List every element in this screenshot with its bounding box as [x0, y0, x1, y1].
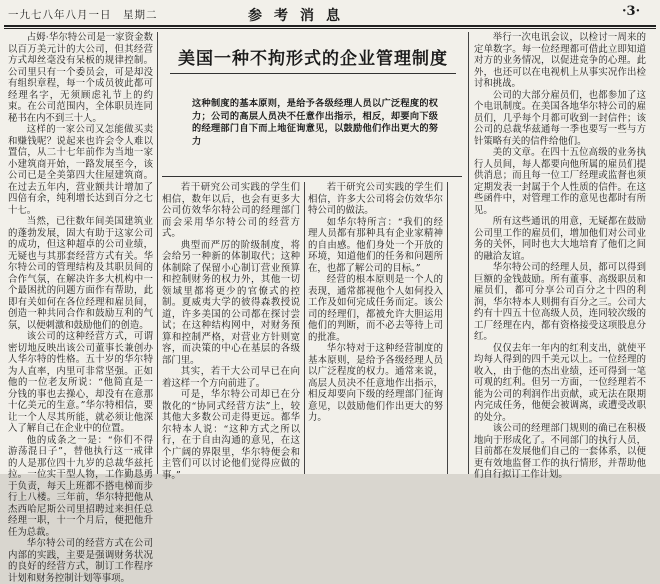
paragraph: 仅仅去年一年内的红利支出，就使平均每人得到的四千美元以上。一位经理的收入，由于他的杰出业绩，还可得到一笔可观的红利。但另一方面，一位经理若不能为公司的利润作出贡献，或无法在限期内完成任务，他便会被调离，或遭受改职的处分。 — [474, 342, 646, 423]
paragraph: 所有这些通讯的用意，无疑都在鼓励公司里工作的雇员们，增加他们对公司业务的关怀，同时也大大地培育了他们之间的融洽友谊。 — [474, 216, 646, 262]
paragraph: 他的成条之一是：“你们不得游荡混日子”，替他执行这一戒律的人是那位四十九岁的总裁华兹托拉。一位实干型人物，工作勤恳勇于负责，每天上班都不搭电梯而步行上八楼。三年前，华尔特把他从杰西哈尼斯公司里招聘过来担任总经理一职，十一个月后，便把他升任为总裁。 — [8, 434, 153, 538]
article-lead: 这种制度的基本原则，是给予各级经理人员以广泛程度的权力；公司的高层人员决不任意作出指示，相反，却要向下级的经理部门自下而上地征询意见，以鼓励他们作出更大的努力 — [192, 98, 438, 147]
header-rule-thin — [4, 28, 656, 29]
paragraph: 当然，已往数年间美国建筑业的蓬勃发展，固大有助于这家公司的成功，但这种超卓的公司业绩，无疑也与其那套经营方式有关。华尔特公司的管理结构及其职员间的合作气氛，在解决许多大机构中一个最困扰的问题方面作有帮助，此即有关如何在各位经理和雇员间，创造一种共同合作和鼓励互利的气氛，以便刺激和鼓励他们的创造。 — [8, 216, 153, 331]
header-rule — [4, 25, 656, 27]
article-column-3 — [308, 182, 443, 474]
paragraph: 若干研究公司实践的学生们相信，数年以后，也会有更多大公司仿效华尔特公司的经理部门而会采用华尔特公司的经营方式。 — [162, 182, 300, 239]
paragraph: 典型而严厉的阶级制度，将会给另一种新的体制取代；这种体制除了保留小心制订营业预算和控制财务的权力外，其他一切领域里都将更少的官僚式的控制。夏威夷大学的彼得森教授说道，许多美国的公司都在探讨尝试；在这种结构网中，对财务预算和控制严格，对营业方针则宽容，而决策的中心在基层的各级部门里。 — [162, 239, 300, 366]
headline-block — [162, 36, 462, 174]
paragraph: 华尔特对于这种经营制度的基本原则，是给予各级经理人员以广泛程度的权力。通常来说，高层人员决不任意地作出指示，相反却要向下级的经理部门征询意见，以鼓励他们作出更大的努力。 — [308, 343, 443, 423]
column-divider — [157, 32, 158, 474]
article-headline: 美国一种不拘形式的企业管理制度 — [170, 44, 456, 74]
column-divider — [468, 32, 469, 474]
issue-date: 一九七八年八月一日 星期二 — [8, 9, 158, 21]
paragraph: 华尔特公司的经营方式在公司内部的实践，主要是强调财务状况的良好的经营方式，制订工作程序计划和财务控制计划等事项。 — [8, 538, 153, 584]
paragraph: 美的文章。在四十五位高级的业务执行人员间，每人都要向他所属的雇员们提供消息；而且每一位工厂经理或监督也须定期发表一封属于个人性质的信件。在这些函件中，对管理工作的意见也都时有所见。 — [474, 147, 646, 216]
paragraph: 该公司的经理部门规则的确已在积极地向于形成化了。不同部门的执行人员，目前都在发展他们自己的一套体系，以便更有效地监督工作的执行情形，并帮助他们自行拟订工作计划。 — [474, 423, 646, 480]
paragraph: 经营的根本原则是一个人的表现，通常都视他个人如何投入工作及如何完成任务而定。该公司的经理们，都被允许大胆运用他们的判断，而不必去等待上司的批准。 — [308, 274, 443, 343]
newspaper-title: 参考消息 — [248, 8, 352, 24]
paragraph: 这样的一家公司又怎能做买卖和赚钱呢？说起来也许会令人难以置信，从二十七年前作为当地一家小建筑商开始，一路发展至今，该公司已是全美第四大住屋建筑商。在过去五年内，营业额共计增加了四倍有余，纯利增长达到百分之七十七。 — [8, 124, 153, 216]
headline-rule — [162, 176, 462, 177]
column-divider — [447, 182, 448, 474]
article-column-2 — [162, 182, 300, 481]
paragraph: 公司的大部分雇员们，也都参加了这个电讯制度。在美国各地华尔特公司的雇员们，几乎每个月都可收到一封信件；该公司的总裁华兹通每一季也要写一些与方针策略有关的信件给他们。 — [474, 89, 646, 147]
paragraph: 可是，华尔特公司却已在分散化的“协同式经营方法”上，较其他大多数公司走得更远。都华尔特本人说：“这种方式之所以行，在于自由沟通的意见，在这个广阔的界限里，华尔特便会和主管们可以讨论他们觉得应做的事。” — [162, 389, 300, 481]
paragraph: 其实，若干大公司早已在向着这样一个方向前进了。 — [162, 366, 300, 389]
paragraph: 华尔特公司的经理人员，都可以得到巨额的金钱鼓励。所有董事、高级职员和雇员们，都可分享公司百分之十四的利润，华尔特本人则拥有百分之三。公司大约有十四五十位高级人员，连同较次级的工厂经理在内，都有资格接受这项股息分红。 — [474, 262, 646, 342]
page-header — [0, 0, 660, 28]
paragraph: 如华尔特所言：“我们的经理人员都有那种具有企业家精神的自由感。他们身处一个开放的环境，知道他们的任务和问题所在，也都了解公司的目标。” — [308, 216, 443, 274]
article-column-1 — [8, 32, 153, 584]
paragraph: 若干研究公司实践的学生们相信，许多大公司将会仿效华尔特公司的做法。 — [308, 182, 443, 216]
paragraph: 举行一次电讯会议，以检讨一周来的定单数字。每一位经理都可借此立即知道对方的业务情况，以促进竞争的心理。此外，也还可以在电视机上从事实况作出检讨和挑战。 — [474, 32, 646, 89]
paragraph: 占姆·华尔特公司是一家资金数以百万美元计的大公司，但其经营方式却丝毫没有呆板的规律控制。公司里只有一个委员会，可是却没有组织章程，每一个成员彼此都可经理名字，无须顾虑礼节上的约束。在公司范围内，全体职员连同秘书在内不到三十人。 — [8, 32, 153, 124]
article-column-4 — [474, 32, 646, 480]
column-divider — [304, 182, 305, 474]
paragraph: 该公司的这种经营方式，可谓密切地反映出该公司董事长兼创办人华尔特的性格。五十岁的华尔特为人直率，内里可非常坚强。正如他的一位老友所说：“他简直是一分钱的事也去操心，却没有在意那十亿美元的生意。”华尔特相信，要让一个人尽其所能，就必须让他深入了解自己在企业中的位置。 — [8, 331, 153, 434]
page-number: ·3· — [622, 4, 641, 19]
